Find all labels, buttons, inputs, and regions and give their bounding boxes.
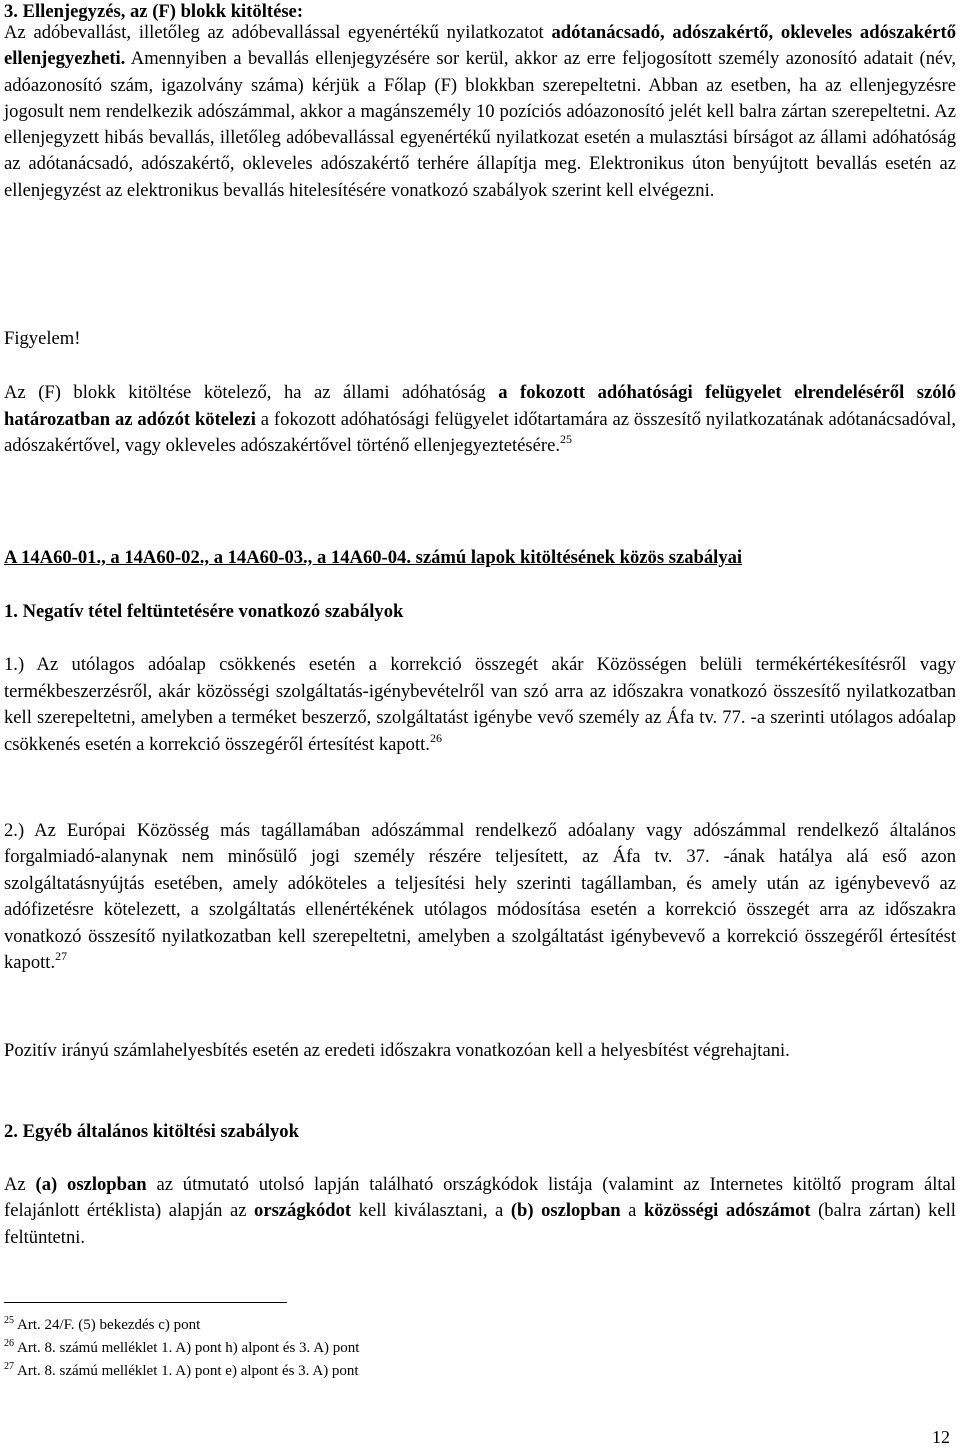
gr-text-4: a xyxy=(620,1200,644,1222)
gr-text-3: kell kiválasztani, a xyxy=(351,1200,511,1222)
footnote-ref-27: 27 xyxy=(55,949,68,964)
gr-bold-2: országkódot xyxy=(254,1200,352,1222)
section-3-heading: 3. Ellenjegyzés, az (F) blokk kitöltése: xyxy=(4,1,304,22)
gr-text-5: (balra zártan) kell feltüntetni. xyxy=(4,1200,956,1248)
footnote-ref-25: 25 xyxy=(560,432,573,446)
rule-2-paragraph xyxy=(4,818,956,977)
page-number: 12 xyxy=(932,1427,950,1447)
p2-text-bold: a fokozott adóhatósági felügyelet elrendeléséről szóló határozatban az adózót kötelezi xyxy=(4,382,956,430)
general-rules-heading: 2. Egyéb általános kitöltési szabályok xyxy=(4,1121,299,1142)
footnote-26-number: 26 xyxy=(4,1338,14,1349)
p1-text-a: Az adóbevallást, illetőleg az adóbevallással egyenértékű nyilatkozatot xyxy=(4,22,552,43)
footnote-25 xyxy=(4,1316,200,1336)
attention-label: Figyelem! xyxy=(4,328,81,349)
section-3-paragraph-2 xyxy=(4,380,956,461)
footnote-25-number: 25 xyxy=(4,1315,14,1326)
footnote-25-text: Art. 24/F. (5) bekezdés c) pont xyxy=(17,1317,201,1333)
footnote-27-text: Art. 8. számú melléklet 1. A) pont e) alpont és 3. A) pont xyxy=(17,1363,359,1379)
footnote-27-number: 27 xyxy=(4,1361,14,1372)
gr-bold-3: (b) oszlopban xyxy=(510,1200,621,1222)
p1-text-bold: adótanácsadó, adószakértő, okleveles adószakértő ellenjegyezheti. xyxy=(4,22,956,70)
negative-items-heading: 1. Negatív tétel feltüntetésére vonatkozó szabályok xyxy=(4,601,404,622)
footnote-27 xyxy=(4,1362,359,1382)
p2-text-c: a fokozott adóhatósági felügyelet időtartamára az összesítő nyilatkozatának adótanácsadóval, adószakértővel, vagy okleveles adószakértővel történő ellenjegyeztetésére. xyxy=(4,408,956,456)
positive-correction-paragraph: Pozitív irányú számlahelyesbítés esetén az eredeti időszakra vonatkozóan kell a helyesbítést végrehajtani. xyxy=(4,1040,790,1061)
p2-text-a: Az (F) blokk kitöltése kötelező, ha az állami adóhatóság xyxy=(4,382,499,403)
footnote-separator xyxy=(4,1302,287,1303)
gr-text-2: az útmutató utolsó lapján található országkódok listája (valamint az Internetes kitöltő program által felajánlott értéklista) alapján az xyxy=(4,1174,956,1222)
gr-bold-4: közösségi adószámot xyxy=(643,1200,811,1222)
gr-bold-1: (a) oszlopban xyxy=(35,1174,147,1195)
section-3-paragraph-1 xyxy=(4,20,956,204)
gr-text-1: Az xyxy=(4,1174,36,1195)
footnote-ref-26: 26 xyxy=(429,730,442,745)
general-rules-paragraph xyxy=(4,1172,956,1251)
rule-2-text: 2.) Az Európai Közösség más tagállamában adószámmal rendelkező adóalany vagy adószámmal rendelkező általános forgalmiadó-alanynak nem minősülő jogi személy részére teljesített, az Áfa tv. 37. -ának hatálya alá eső azon szolgáltatásnyújtás esetében, amely adóköteles a teljesítési hely szerinti tagállamban, és amely után az igénybevevő az adófizetésre kötelezett, a szolgáltatás ellenértékének utólagos módosítása esetén a korrekció összegét arra az időszakra vonatkozó összesítő nyilatkozatban kell szerepeltetni, amelyben a szolgáltatást igénybevevő a korrekció összegéről értesítést kapott. xyxy=(4,820,956,974)
footnote-26 xyxy=(4,1339,359,1359)
rule-1-text: 1.) Az utólagos adóalap csökkenés esetén a korrekció összegét akár Közösségen belüli termékértékesítésről vagy termékbeszerzésről, akár közösségi szolgáltatás-igénybevételről van szó arra az időszakra vonatkozó összesítő nyilatkozatban kell szerepeltetni, amelyben a terméket beszerző, szolgáltatást igénybe vevő személy az Áfa tv. 77. -a szerinti utólagos adóalap csökkenés esetén a korrekció összegéről értesítést kapott. xyxy=(4,654,956,755)
rule-1-paragraph xyxy=(4,652,956,759)
p1-text-c: Amennyiben a bevallás ellenjegyzésére sor kerül, akkor az erre feljogosított személy azonosító adatait (név, adóazonosító szám, igazolvány száma) kérjük a Főlap (F) blokkban szerepeltetni. Abban az esetben, ha az ellenjegyzésre jogosult nem rendelkezik adószámmal, akkor a magánszemély 10 pozíciós adóazonosító jelét kell balra zártan szerepeltetni. Az ellenjegyzett hibás bevallás, illetőleg adóbevallással egyenértékű nyilatkozat esetén a mulasztási bírságot az állami adóhatóság az adótanácsadó, adószakértő, okleveles adószakértő terhére állapítja meg. Elektronikus úton benyújtott bevallás esetén az ellenjegyzést az elektronikus bevallás hitelesítésére vonatkozó szabályok szerint kell elvégezni. xyxy=(4,48,956,201)
common-rules-title: A 14A60-01., a 14A60-02., a 14A60-03., a 14A60-04. számú lapok kitöltésének közös szabályai xyxy=(4,547,743,568)
footnote-26-text: Art. 8. számú melléklet 1. A) pont h) alpont és 3. A) pont xyxy=(17,1340,360,1356)
